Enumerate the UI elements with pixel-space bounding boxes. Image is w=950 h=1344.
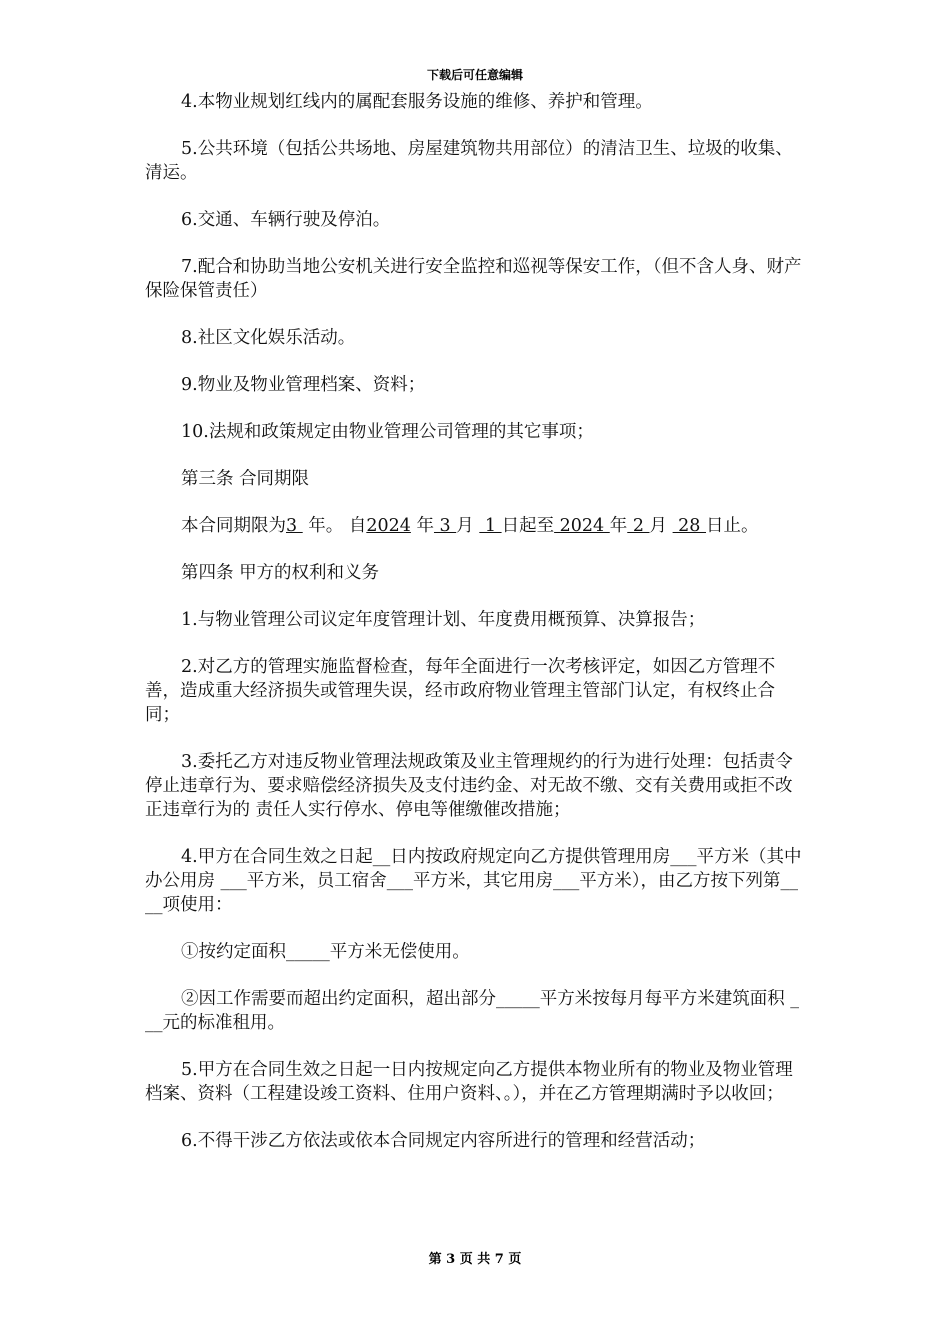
- paragraph-item-8: 8.社区文化娱乐活动。: [181, 328, 356, 348]
- term-text: 月: [456, 516, 480, 536]
- start-year-field: 2024: [366, 516, 411, 536]
- party-a-item-4: 4.甲方在合同生效之日起__日内按政府规定向乙方提供管理用房___平方米（其中办公用房 ___平方米，员工宿舍___平方米，其它用房___平方米），由乙方按下列第____项使用：: [145, 847, 802, 915]
- end-year-field: 2024: [554, 516, 610, 536]
- paragraph-item-6: 6.交通、车辆行驶及停泊。: [181, 210, 391, 230]
- party-a-item-6: 6.不得干涉乙方依法或依本合同规定内容所进行的管理和经营活动；: [181, 1131, 706, 1151]
- party-a-item-4-option-2: ②因工作需要而超出约定面积，超出部分_____平方米按每月每平方米建筑面积 ___元的标准租用。: [145, 989, 800, 1033]
- term-text: 日止。: [706, 516, 759, 536]
- page-footer: 第 3 页 共 7 页: [428, 1252, 522, 1267]
- term-text: 年: [609, 516, 628, 536]
- start-day-field: 1: [479, 516, 502, 536]
- term-text: 年: [410, 516, 434, 536]
- paragraph-item-9: 9.物业及物业管理档案、资料；: [181, 375, 426, 395]
- page-header: 下载后可任意编辑: [426, 68, 523, 82]
- term-text: 日起至: [501, 516, 555, 536]
- party-a-item-4-option-1: ①按约定面积_____平方米无偿使用。: [181, 942, 470, 962]
- term-text: 本合同期限为: [181, 516, 286, 536]
- term-text: 年。 自: [302, 516, 367, 536]
- paragraph-item-5: 5.公共环境（包括公共场地、房屋建筑物共用部位）的清洁卫生、垃圾的收集、清运。: [145, 139, 793, 183]
- end-day-field: 28: [672, 516, 706, 536]
- party-a-item-3: 3.委托乙方对违反物业管理法规政策及业主管理规约的行为进行处理：包括责令停止违章行为、要求赔偿经济损失及支付违约金、对无故不缴、交有关费用或拒不改正违章行为的 责任人实行停水、停电等催缴催改措施；: [145, 752, 793, 820]
- contract-term-paragraph: [145, 514, 805, 538]
- paragraph-item-4: 4.本物业规划红线内的属配套服务设施的维修、养护和管理。: [181, 92, 653, 112]
- document-body: [145, 90, 805, 1176]
- party-a-item-1: 1.与物业管理公司议定年度管理计划、年度费用概预算、决算报告；: [181, 610, 706, 630]
- party-a-item-2: 2.对乙方的管理实施监督检查，每年全面进行一次考核评定，如因乙方管理不善，造成重大经济损失或管理失误，经市政府物业管理主管部门认定，有权终止合同；: [145, 657, 776, 725]
- paragraph-item-7: 7.配合和协助当地公安机关进行安全监控和巡视等保安工作，（但不含人身、财产保险保管责任）: [145, 257, 802, 301]
- term-text: 月: [649, 516, 673, 536]
- start-month-field: 3: [433, 516, 457, 536]
- paragraph-item-10: 10.法规和政策规定由物业管理公司管理的其它事项；: [181, 422, 594, 442]
- end-month-field: 2: [627, 516, 650, 536]
- section-heading-article-4: 第四条 甲方的权利和义务: [181, 563, 380, 583]
- party-a-item-5: 5.甲方在合同生效之日起一日内按规定向乙方提供本物业所有的物业及物业管理档案、资料（工程建设竣工资料、住用户资料、。），并在乙方管理期满时予以收回；: [145, 1060, 793, 1104]
- term-years-field: 3: [286, 516, 303, 536]
- section-heading-article-3: 第三条 合同期限: [181, 469, 310, 489]
